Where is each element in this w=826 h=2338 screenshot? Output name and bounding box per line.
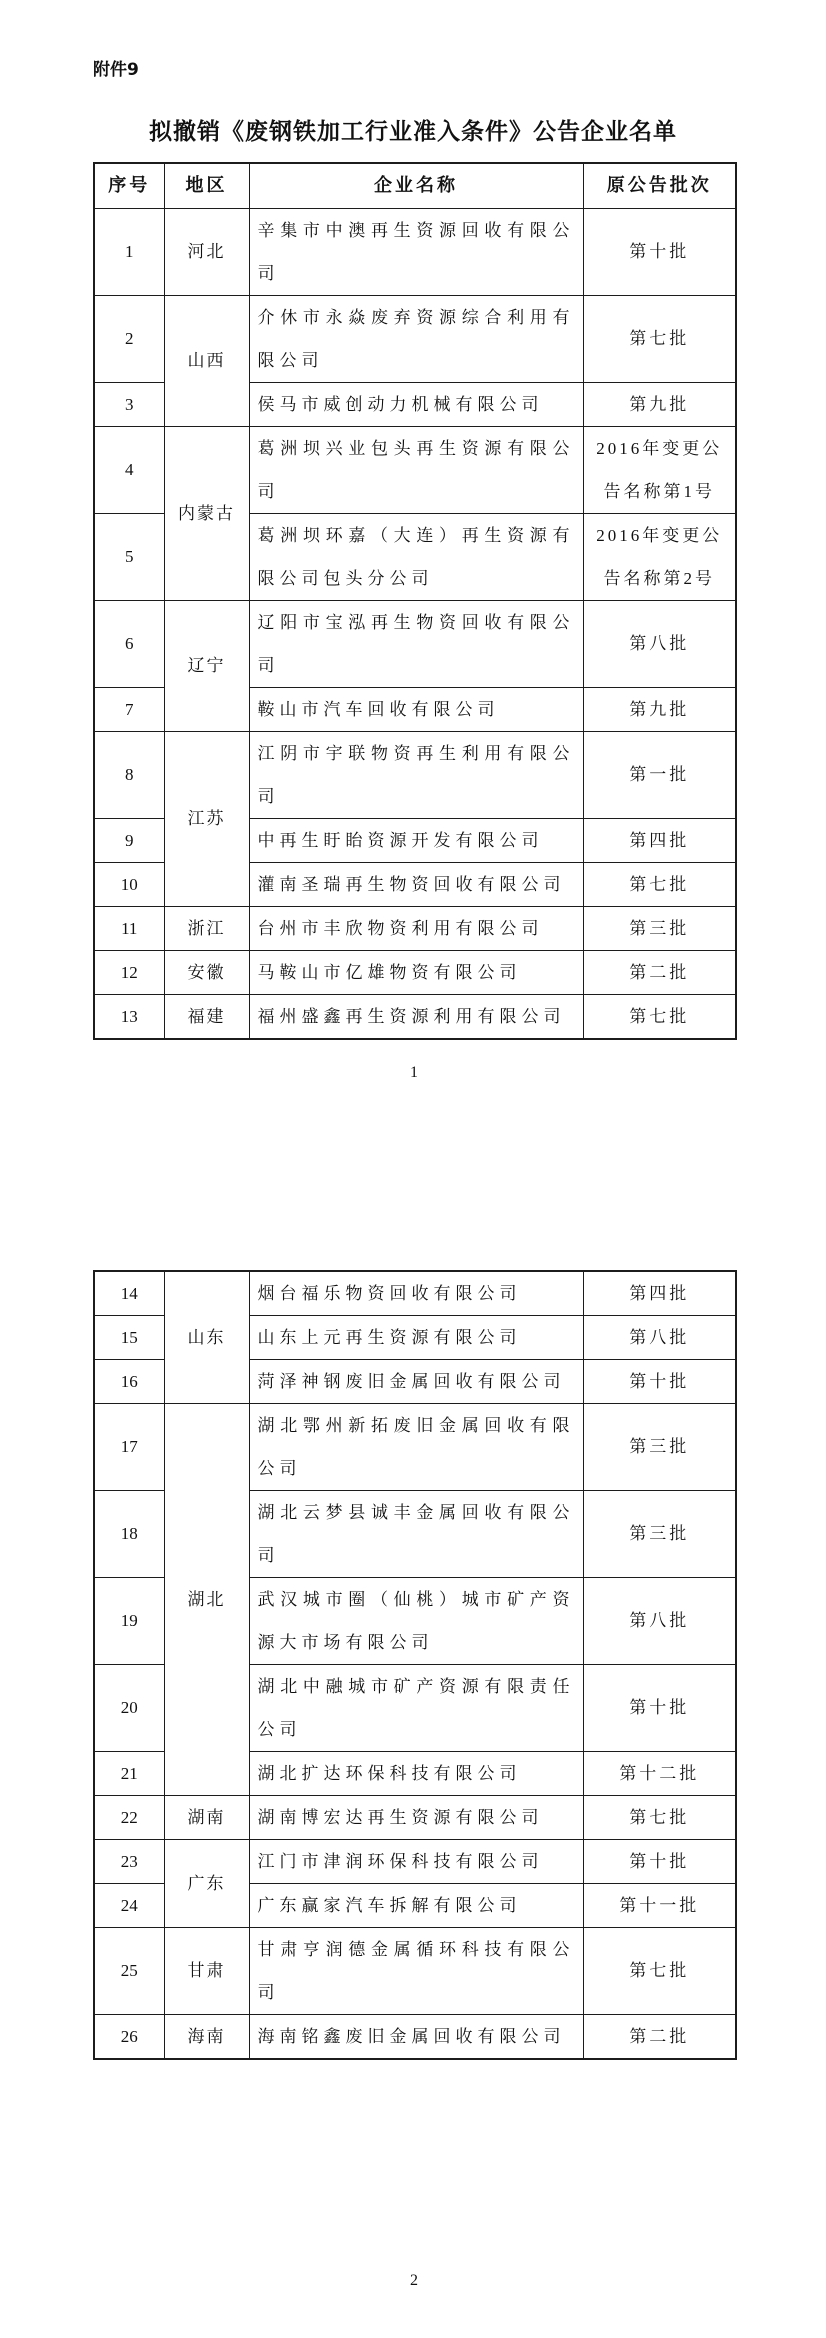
table-body-page-2	[94, 1271, 736, 2059]
cell-company-name: 葛洲坝兴业包头再生资源有限公司	[249, 426, 583, 513]
cell-region: 河北	[164, 208, 249, 295]
table-row	[94, 208, 736, 295]
cell-serial-number: 10	[94, 862, 164, 906]
cell-serial-number: 1	[94, 208, 164, 295]
cell-serial-number: 18	[94, 1490, 164, 1577]
table-row	[94, 731, 736, 818]
cell-serial-number: 24	[94, 1883, 164, 1927]
table-row	[94, 1271, 736, 1316]
cell-original-batch: 第十批	[583, 1359, 736, 1403]
cell-region: 浙江	[164, 906, 249, 950]
cell-original-batch: 第七批	[583, 862, 736, 906]
cell-original-batch: 2016年变更公告名称第1号	[583, 426, 736, 513]
cell-serial-number: 23	[94, 1839, 164, 1883]
table-row	[94, 600, 736, 687]
table-row	[94, 1795, 736, 1839]
cell-original-batch: 第三批	[583, 1403, 736, 1490]
cell-region: 广东	[164, 1839, 249, 1927]
cell-company-name: 烟台福乐物资回收有限公司	[249, 1271, 583, 1316]
cell-company-name: 江门市津润环保科技有限公司	[249, 1839, 583, 1883]
cell-original-batch: 2016年变更公告名称第2号	[583, 513, 736, 600]
table-row	[94, 906, 736, 950]
cell-company-name: 菏泽神钢废旧金属回收有限公司	[249, 1359, 583, 1403]
document-title: 拟撤销《废钢铁加工行业准入条件》公告企业名单	[149, 119, 677, 144]
table-body-page-1	[94, 208, 736, 1039]
cell-original-batch: 第二批	[583, 2014, 736, 2059]
table-header-row	[94, 163, 736, 208]
cell-serial-number: 4	[94, 426, 164, 513]
cell-region: 内蒙古	[164, 426, 249, 600]
cell-serial-number: 7	[94, 687, 164, 731]
cell-original-batch: 第四批	[583, 1271, 736, 1316]
cell-serial-number: 26	[94, 2014, 164, 2059]
cell-serial-number: 16	[94, 1359, 164, 1403]
cell-company-name: 湖北云梦县诚丰金属回收有限公司	[249, 1490, 583, 1577]
cell-region: 湖北	[164, 1403, 249, 1795]
cell-original-batch: 第九批	[583, 382, 736, 426]
cell-company-name: 葛洲坝环嘉（大连）再生资源有限公司包头分公司	[249, 513, 583, 600]
cell-company-name: 鞍山市汽车回收有限公司	[249, 687, 583, 731]
cell-original-batch: 第八批	[583, 1577, 736, 1664]
table-row	[94, 950, 736, 994]
cell-serial-number: 21	[94, 1751, 164, 1795]
cell-serial-number: 17	[94, 1403, 164, 1490]
table-row	[94, 295, 736, 382]
cell-region: 山东	[164, 1271, 249, 1404]
table-row	[94, 1839, 736, 1883]
cell-region: 海南	[164, 2014, 249, 2059]
cell-company-name: 广东赢家汽车拆解有限公司	[249, 1883, 583, 1927]
cell-company-name: 湖北鄂州新拓废旧金属回收有限公司	[249, 1403, 583, 1490]
cell-serial-number: 14	[94, 1271, 164, 1316]
cell-original-batch: 第十批	[583, 1664, 736, 1751]
cell-original-batch: 第一批	[583, 731, 736, 818]
cell-original-batch: 第十批	[583, 1839, 736, 1883]
cell-original-batch: 第七批	[583, 1795, 736, 1839]
table-row	[94, 1927, 736, 2014]
cell-original-batch: 第十一批	[583, 1883, 736, 1927]
table-row	[94, 426, 736, 513]
cell-company-name: 山东上元再生资源有限公司	[249, 1315, 583, 1359]
cell-company-name: 介休市永焱废弃资源综合利用有限公司	[249, 295, 583, 382]
cell-company-name: 湖北扩达环保科技有限公司	[249, 1751, 583, 1795]
companies-table-page-2	[93, 1270, 737, 2060]
cell-company-name: 湖南博宏达再生资源有限公司	[249, 1795, 583, 1839]
cell-original-batch: 第七批	[583, 1927, 736, 2014]
cell-original-batch: 第十批	[583, 208, 736, 295]
cell-serial-number: 13	[94, 994, 164, 1039]
header-batch: 原公告批次	[583, 163, 736, 208]
header-company: 企业名称	[249, 163, 583, 208]
cell-region: 山西	[164, 295, 249, 426]
page-number-1: 1	[410, 1063, 418, 1081]
cell-original-batch: 第八批	[583, 600, 736, 687]
cell-serial-number: 11	[94, 906, 164, 950]
table-row	[94, 994, 736, 1039]
table-row	[94, 2014, 736, 2059]
cell-region: 甘肃	[164, 1927, 249, 2014]
header-no: 序号	[94, 163, 164, 208]
cell-company-name: 辽阳市宝泓再生物资回收有限公司	[249, 600, 583, 687]
cell-company-name: 江阴市宇联物资再生利用有限公司	[249, 731, 583, 818]
cell-company-name: 马鞍山市亿雄物资有限公司	[249, 950, 583, 994]
cell-serial-number: 15	[94, 1315, 164, 1359]
attachment-label: 附件9	[93, 60, 139, 80]
cell-serial-number: 20	[94, 1664, 164, 1751]
cell-serial-number: 2	[94, 295, 164, 382]
cell-original-batch: 第二批	[583, 950, 736, 994]
cell-original-batch: 第八批	[583, 1315, 736, 1359]
cell-original-batch: 第三批	[583, 906, 736, 950]
companies-table-page-1	[93, 162, 737, 1040]
cell-original-batch: 第九批	[583, 687, 736, 731]
cell-serial-number: 25	[94, 1927, 164, 2014]
cell-company-name: 甘肃亨润德金属循环科技有限公司	[249, 1927, 583, 2014]
cell-company-name: 武汉城市圈（仙桃）城市矿产资源大市场有限公司	[249, 1577, 583, 1664]
cell-company-name: 湖北中融城市矿产资源有限责任公司	[249, 1664, 583, 1751]
cell-serial-number: 6	[94, 600, 164, 687]
cell-original-batch: 第七批	[583, 994, 736, 1039]
header-region: 地区	[164, 163, 249, 208]
cell-company-name: 侯马市威创动力机械有限公司	[249, 382, 583, 426]
cell-serial-number: 22	[94, 1795, 164, 1839]
cell-company-name: 灌南圣瑞再生物资回收有限公司	[249, 862, 583, 906]
cell-serial-number: 3	[94, 382, 164, 426]
cell-serial-number: 9	[94, 818, 164, 862]
cell-region: 辽宁	[164, 600, 249, 731]
cell-region: 福建	[164, 994, 249, 1039]
table-row	[94, 1403, 736, 1490]
cell-company-name: 台州市丰欣物资利用有限公司	[249, 906, 583, 950]
cell-serial-number: 19	[94, 1577, 164, 1664]
cell-original-batch: 第十二批	[583, 1751, 736, 1795]
cell-serial-number: 5	[94, 513, 164, 600]
cell-region: 安徽	[164, 950, 249, 994]
cell-company-name: 福州盛鑫再生资源利用有限公司	[249, 994, 583, 1039]
cell-company-name: 中再生盱眙资源开发有限公司	[249, 818, 583, 862]
page-number-2: 2	[410, 2271, 418, 2289]
cell-original-batch: 第七批	[583, 295, 736, 382]
cell-original-batch: 第三批	[583, 1490, 736, 1577]
cell-serial-number: 12	[94, 950, 164, 994]
cell-company-name: 辛集市中澳再生资源回收有限公司	[249, 208, 583, 295]
cell-region: 江苏	[164, 731, 249, 906]
cell-serial-number: 8	[94, 731, 164, 818]
cell-original-batch: 第四批	[583, 818, 736, 862]
cell-company-name: 海南铭鑫废旧金属回收有限公司	[249, 2014, 583, 2059]
cell-region: 湖南	[164, 1795, 249, 1839]
